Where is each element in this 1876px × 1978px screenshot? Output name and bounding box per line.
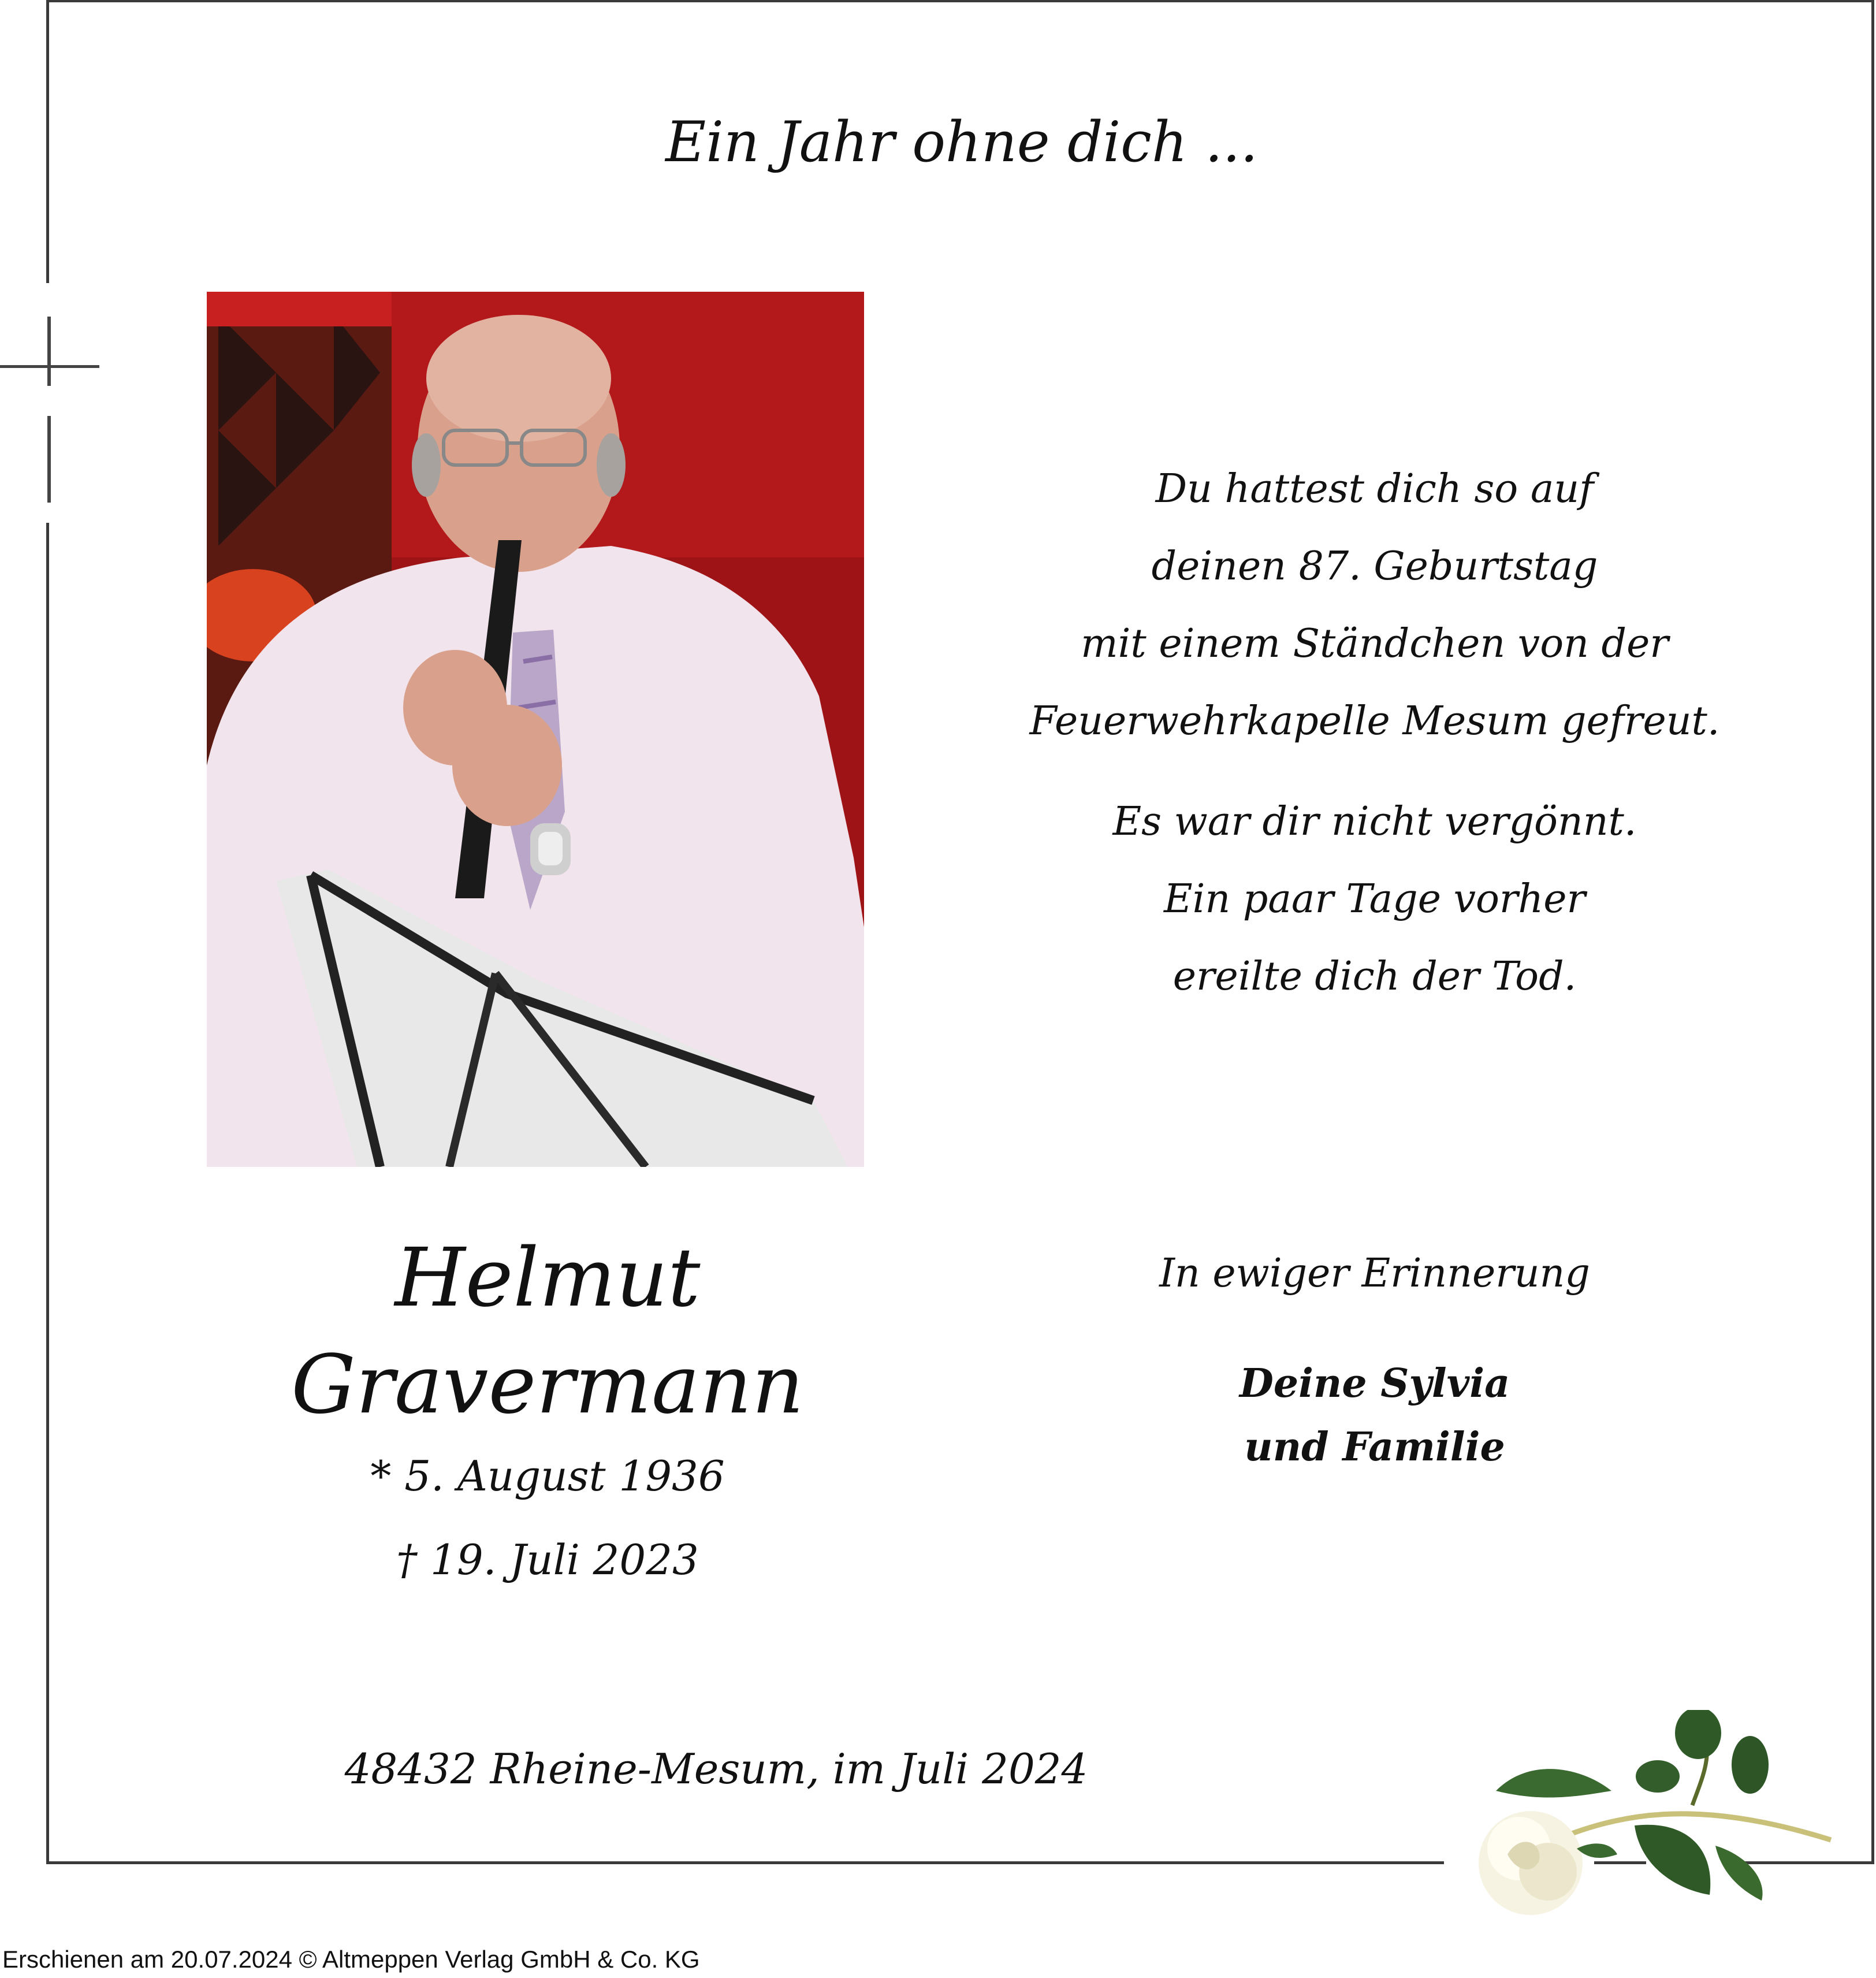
memory-line: In ewiger Erinnerung: [1159, 1251, 1590, 1296]
life-dates: [201, 1444, 894, 1612]
portrait-photo: [207, 292, 864, 1167]
signature: [1028, 1352, 1721, 1479]
deceased-name: [201, 1225, 894, 1438]
poem-line: deinen 87. Geburtstag: [1151, 544, 1598, 589]
frame-right-border: [1871, 0, 1874, 1864]
poem-line: Ein paar Tage vorher: [1164, 876, 1585, 922]
cross-icon-vertical-top: [47, 317, 51, 386]
poem: [982, 451, 1767, 1016]
cross-icon-vertical-bottom: [47, 416, 51, 503]
signature-line-2: und Familie: [1244, 1424, 1505, 1470]
place-date: 48432 Rheine-Mesum, im Juli 2024: [344, 1745, 1088, 1793]
poem-line: Es war dir nicht vergönnt.: [1112, 799, 1637, 845]
poem-line: ereilte dich der Tod.: [1172, 954, 1577, 999]
birth-date: * 5. August 1936: [370, 1452, 725, 1500]
frame-bottom-border: [46, 1861, 1444, 1864]
deceased-last-name: Gravermann: [291, 1338, 804, 1432]
cross-icon-horizontal: [0, 365, 99, 368]
poem-line: mit einem Ständchen von der: [1081, 621, 1669, 667]
deceased-first-name: Helmut: [394, 1231, 701, 1325]
frame-top-border: [49, 0, 1874, 2]
rose-icon: [1444, 1710, 1848, 1918]
frame-left-border-lower: [46, 523, 49, 1864]
poem-line: Du hattest dich so auf: [1155, 466, 1594, 512]
footer-credit: Erschienen am 20.07.2024 © Altmeppen Verlag GmbH & Co. KG: [2, 1946, 700, 1973]
death-date: † 19. Juli 2023: [396, 1535, 699, 1584]
poem-line: Feuerwehrkapelle Mesum gefreut.: [1029, 698, 1720, 744]
signature-line-1: Deine Sylvia: [1239, 1360, 1510, 1407]
headline: Ein Jahr ohne dich ...: [665, 110, 1258, 174]
